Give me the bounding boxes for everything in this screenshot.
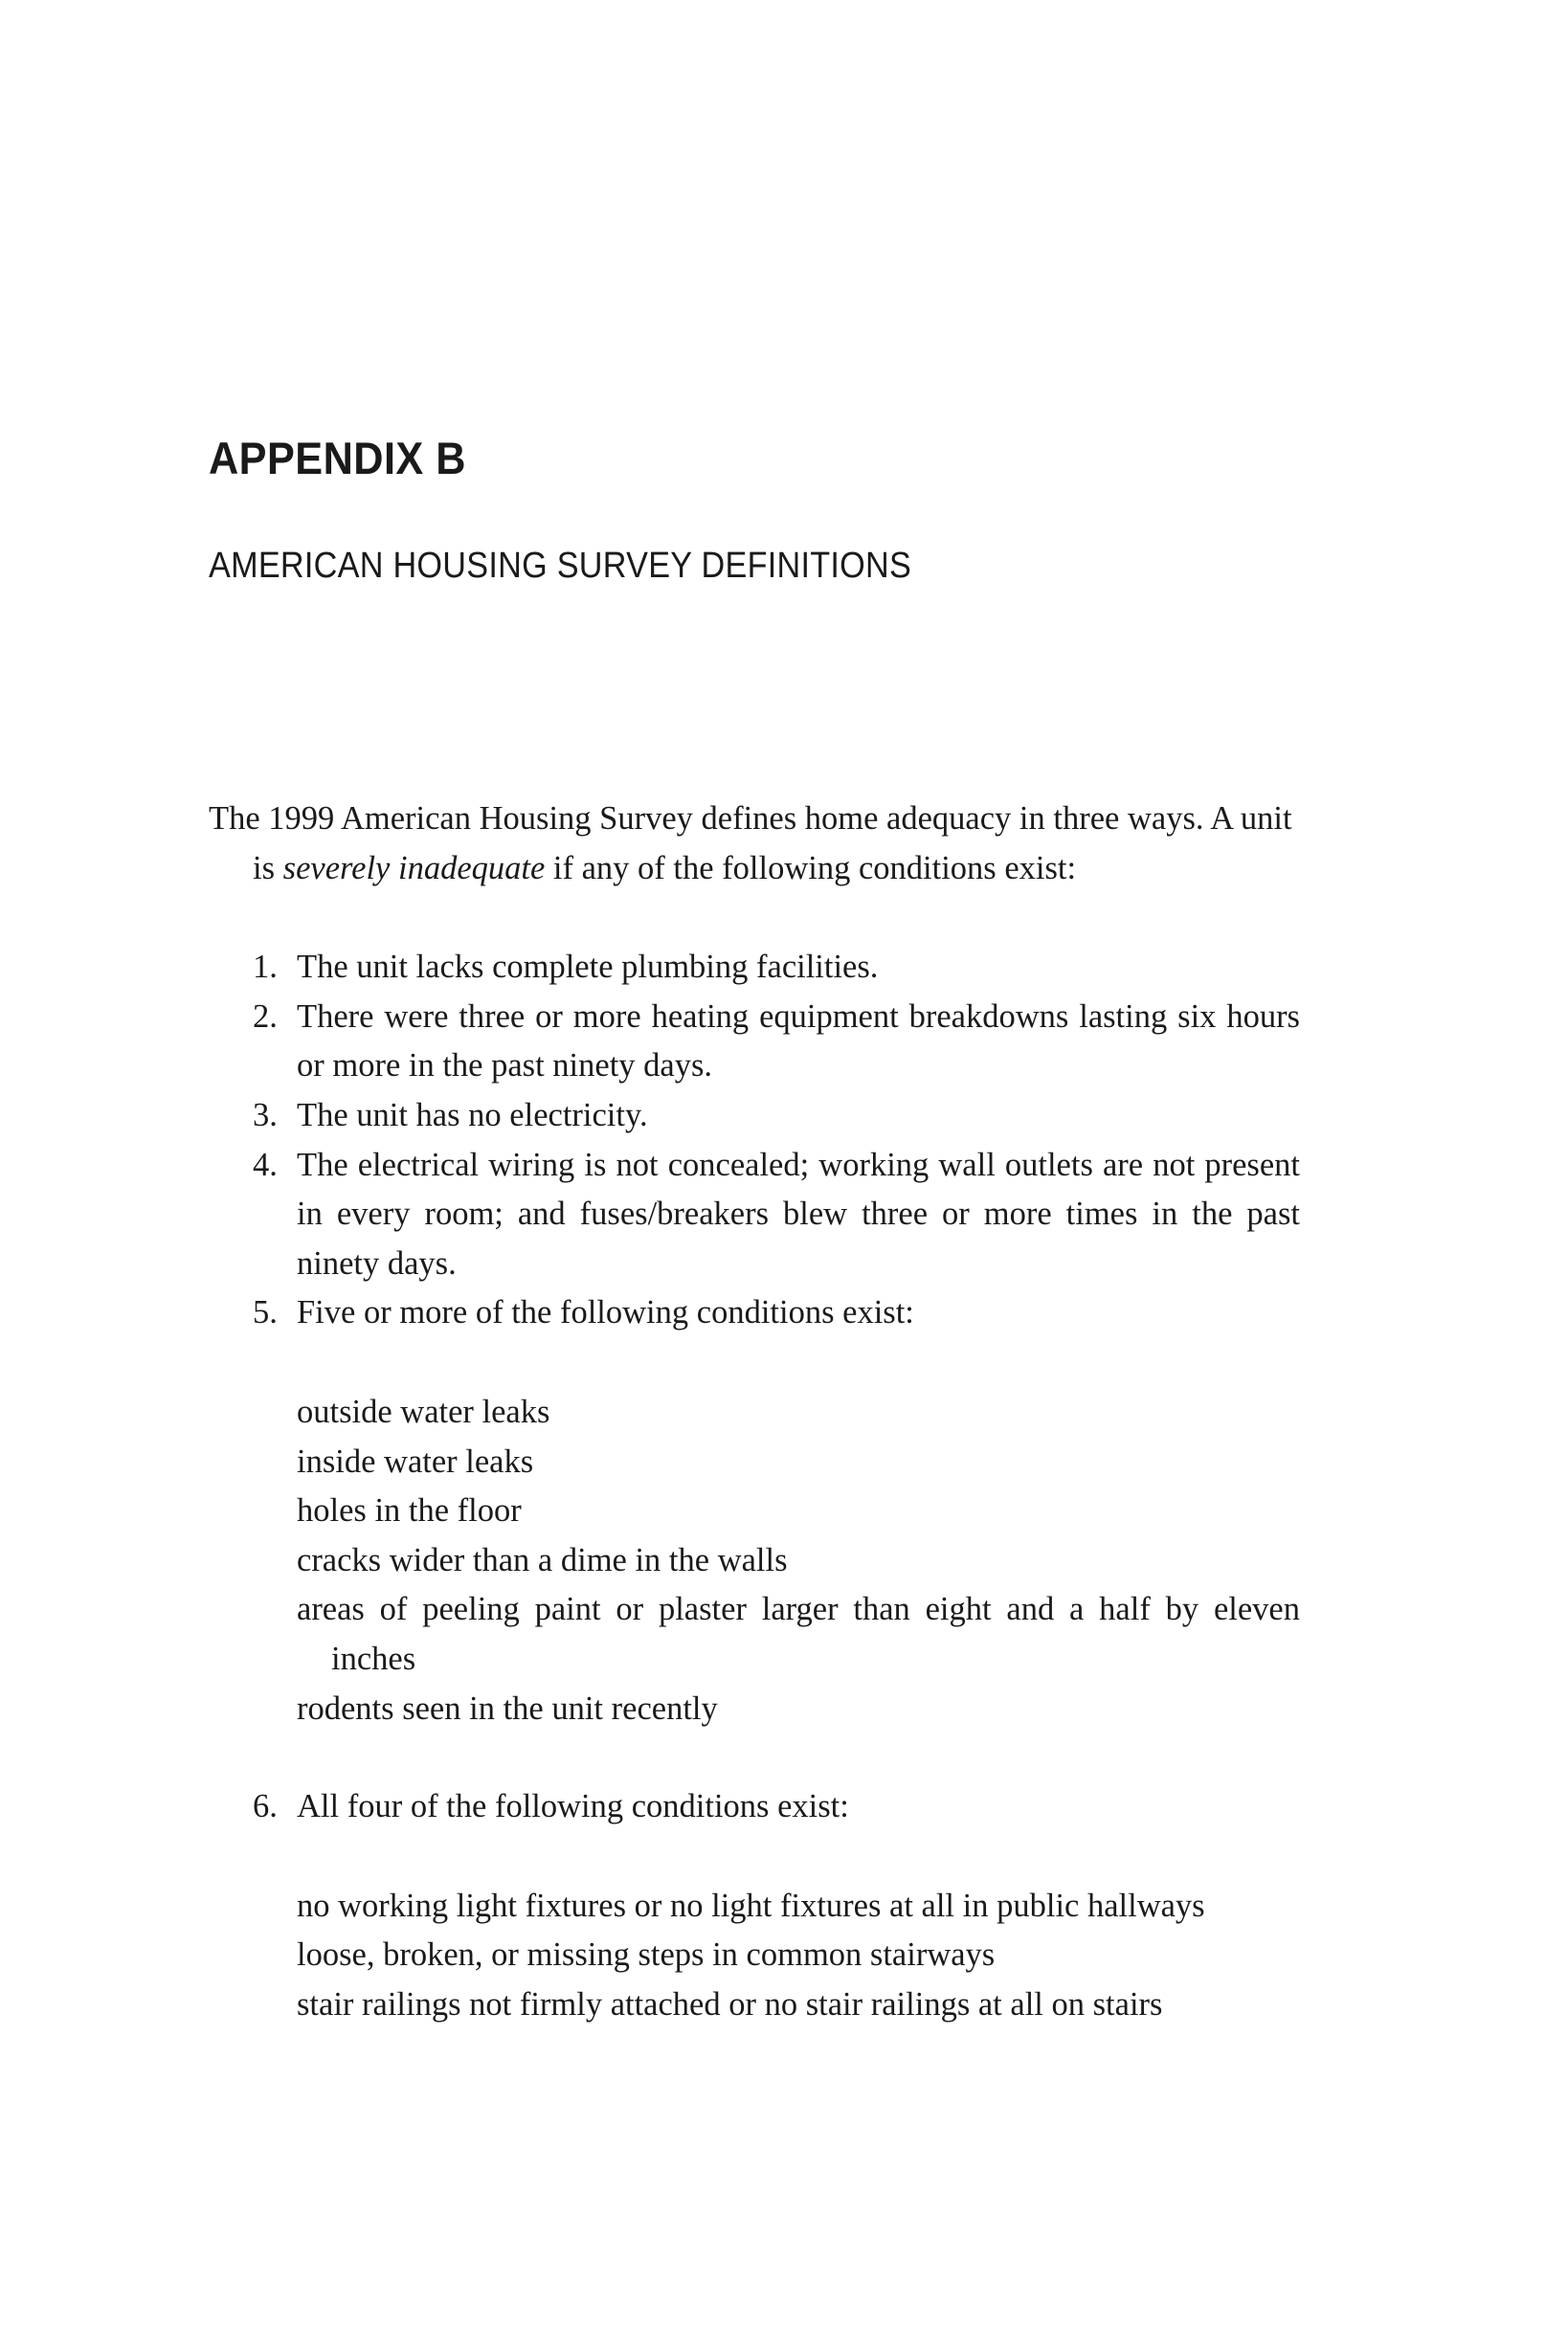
appendix-title: AMERICAN HOUSING SURVEY DEFINITIONS — [209, 546, 912, 586]
condition-item — [209, 993, 1300, 1091]
condition-item — [209, 1141, 1300, 1289]
sub-condition-item: areas of peeling paint or plaster larger than eight and a half by eleven inches — [297, 1591, 1300, 1677]
condition-item — [209, 1091, 1300, 1141]
conditions-list-continued — [209, 1782, 1300, 1832]
intro-emphasis: severely inadequate — [282, 849, 546, 886]
condition-text: The electrical wiring is not concealed; working wall outlets are not present in every room; and fuses/breakers blew three or more times in the past ninety days. — [297, 1146, 1300, 1282]
condition-text: There were three or more heating equipment breakdowns lasting six hours or more in the past ninety days. — [297, 997, 1300, 1085]
intro-paragraph — [209, 794, 1300, 893]
condition-item — [209, 943, 1300, 993]
appendix-label: APPENDIX B — [209, 433, 466, 483]
condition-text: The unit has no electricity. — [297, 1096, 648, 1133]
conditions-list — [209, 943, 1300, 1338]
condition-number: 4. — [253, 1146, 278, 1183]
condition-text: All four of the following conditions exist: — [297, 1788, 849, 1825]
condition-item — [209, 1782, 1300, 1832]
condition-text: The unit lacks complete plumbing facilities. — [297, 949, 879, 986]
condition-number: 5. — [253, 1294, 278, 1331]
intro-text-before: The 1999 American Housing Survey defines home adequacy in three ways. A unit is — [209, 800, 1292, 886]
condition-number: 1. — [253, 949, 278, 986]
four-conditions-list — [297, 1882, 1300, 2030]
condition-number: 3. — [253, 1096, 278, 1133]
body-text — [209, 794, 1300, 2029]
sub-condition-item: holes in the floor — [297, 1492, 522, 1530]
condition-text: Five or more of the following conditions exist: — [297, 1294, 914, 1331]
sub-condition-item: cracks wider than a dime in the walls — [297, 1541, 788, 1578]
sub-condition-item: inside water leaks — [297, 1443, 534, 1480]
sub-condition-item: no working light fixtures or no light fixtures at all in public hallways — [297, 1887, 1205, 1924]
condition-number: 6. — [253, 1788, 278, 1825]
sub-condition-item: stair railings not firmly attached or no stair railings at all on stairs — [297, 1985, 1163, 2023]
five-conditions-list — [297, 1388, 1300, 1734]
condition-number: 2. — [253, 997, 278, 1035]
sub-condition-item: loose, broken, or missing steps in common stairways — [297, 1936, 996, 1974]
intro-text-after: if any of the following conditions exist: — [545, 849, 1077, 886]
sub-condition-item: outside water leaks — [297, 1393, 550, 1430]
condition-item — [209, 1288, 1300, 1338]
sub-condition-item: rodents seen in the unit recently — [297, 1689, 718, 1727]
